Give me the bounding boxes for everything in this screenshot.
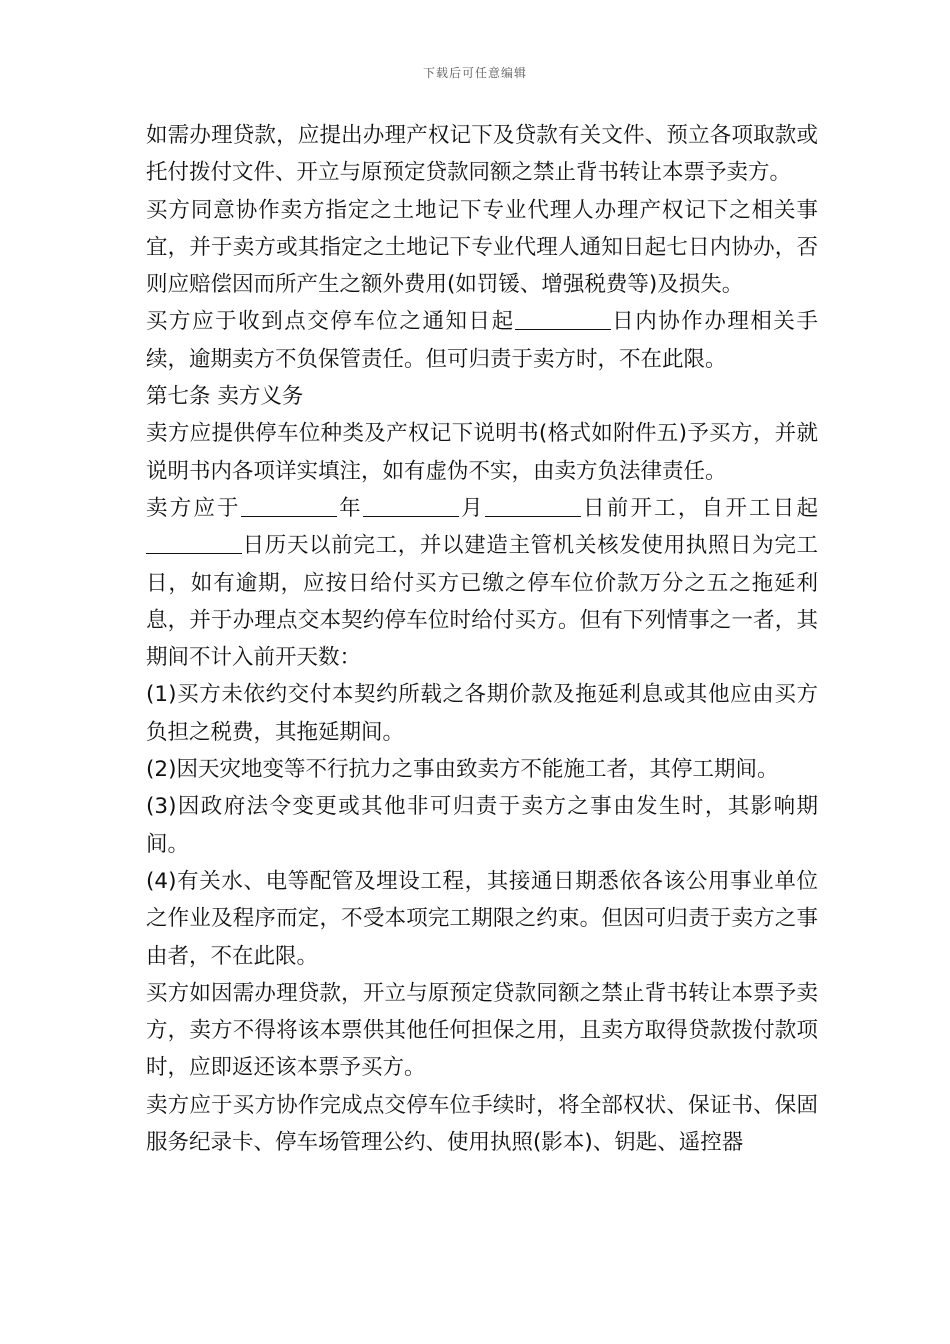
list-item-1: (1)买方未依约交付本契约所载之各期价款及拖延利息或其他应由买方负担之税费，其拖延期间。 — [146, 682, 818, 745]
paragraph-construction-schedule: 卖方应于 年 月 日前开工，自开工日起日历天以前完工，并以建造主管机关核发使用执照日为完工日，如有逾期，应按日给付买方已缴之停车位价款万分之五之拖延利息，并于办理点交本契约停车位时给付买方。但有下列情事之一者，其期间不计入前开天数： — [146, 490, 818, 676]
paragraph-registration-cooperation: 买方同意协作卖方指定之土地记下专业代理人办理产权记下之相关事宜，并于卖方或其指定之土地记下专业代理人通知日起七日内协办，否则应赔偿因而所产生之额外费用(如罚锾、增强税费等)及损失。 — [146, 197, 818, 298]
list-item-2: (2)因天灾地变等不行抗力之事由致卖方不能施工者，其停工期间。 — [146, 757, 779, 783]
paragraph-handover-documents: 卖方应于买方协作完成点交停车位手续时，将全部权状、保证书、保固服务纪录卡、停车场管理公约、使用执照(影本)、钥匙、遥控器 — [146, 1092, 818, 1156]
paragraph-promissory-note: 买方如因需办理贷款，开立与原预定贷款同额之禁止背书转让本票予卖方，卖方不得将该本票供其他任何担保之用，且卖方取得贷款拨付款项时，应即返还该本票予买方。 — [146, 980, 818, 1081]
blank-days-field[interactable] — [515, 305, 611, 330]
blank-month-field[interactable] — [363, 492, 459, 517]
document-body — [146, 117, 818, 1161]
list-item-3: (3)因政府法令变更或其他非可归责于卖方之事由发生时，其影响期间。 — [146, 794, 818, 857]
paragraph-loan-documents: 如需办理贷款，应提出办理产权记下及贷款有关文件、预立各项取款或托付拨付文件、开立与原预定贷款同额之禁止背书转让本票予卖方。 — [146, 123, 818, 186]
page-header: 下载后可任意编辑 — [422, 66, 527, 80]
paragraph-parking-description: 卖方应提供停车位种类及产权记下说明书(格式如附件五)予买方，并就说明书内各项详实填注，如有虚伪不实，由卖方负法律责任。 — [146, 421, 818, 484]
blank-calendar-days-field[interactable] — [146, 529, 242, 554]
blank-year-field[interactable] — [241, 492, 337, 517]
paragraph-handover-procedures: 买方应于收到点交停车位之通知日起 日内协作办理相关手续，逾期卖方不负保管责任。但可归责于卖方时，不在此限。 — [146, 303, 818, 378]
blank-day-field[interactable] — [485, 492, 581, 517]
list-item-4: (4)有关水、电等配管及埋设工程，其接通日期悉依各该公用事业单位之作业及程序而定，不受本项完工期限之约束。但因可归责于卖方之事由者，不在此限。 — [146, 868, 818, 969]
section-heading-article-7: 第七条 卖方义务 — [146, 384, 304, 410]
